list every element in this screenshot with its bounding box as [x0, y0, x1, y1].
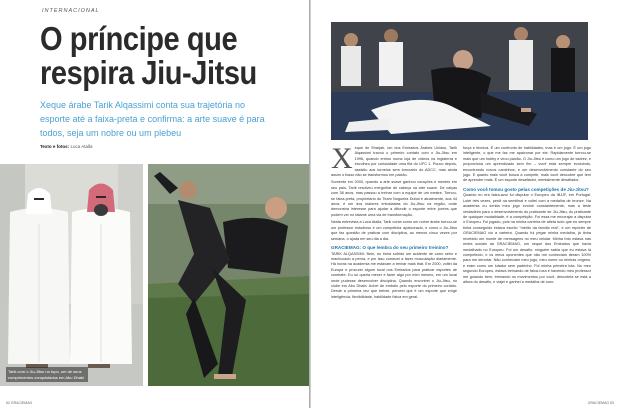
section-tag: INTERNACIONAL: [42, 8, 100, 14]
sheikh-illustration: [0, 164, 143, 386]
right-page: [311, 0, 620, 408]
left-page: [0, 0, 309, 408]
sparring-illustration: [331, 22, 588, 140]
photo-caption: Tarik com o Jiu-Jitsu no topo, um de seus cumprimentos conquistados em Abu Dhabi: [6, 367, 88, 382]
photo-throw-outdoor: [148, 164, 309, 386]
dropcap: X: [331, 142, 353, 175]
subhead: Xeque árabe Tarik Alqassimi conta sua trajetória no esporte até a faixa-preta e confirma: a arte suave é para todos, seja um nobre ou um plebeu: [40, 100, 265, 138]
article-column-2: [463, 146, 591, 287]
question-heading-2: Como você tomou gosto pelas competições de Jiu-Jitsu?: [463, 186, 589, 192]
folio-left: 52 GRACIEMAG: [6, 401, 33, 405]
question-heading-1: GRACIEMAG: O que lembra do seu primeiro treinino?: [331, 244, 449, 250]
byline-label: Texto e fotos:: [40, 144, 70, 149]
article-paragraph-3: Nesta entrevista a Luca Atalla, Tarik conta como um nobre árabe tornou-se um professor estudioso e um competidor apaixonado, e como o Jiu-Jitsu que faz questão de praticar com disciplina, ao menos cinco vezes por semana, o ajuda em seu dia a dia.: [331, 220, 457, 241]
byline-author: Luca Atalla: [70, 144, 93, 149]
headline: [40, 22, 269, 90]
photo-sparring: [331, 22, 588, 140]
throw-illustration: [148, 164, 309, 386]
article-column-1: [331, 142, 457, 302]
photo-sheikh-portrait: [0, 164, 143, 386]
headline-line-2: respira Jiu-Jitsu: [40, 54, 257, 91]
byline: [40, 144, 92, 149]
article-paragraph-4: força e técnica. É um confronto de habilidades, mas é um jogo. É um jogo inteligente, o que me faz me apaixonar por ele. Rapidamente tornou-se mais que um hobby e virou paixão. O Jiu-Jitsu é como um jogo de xadrez, e proporciona um aprendizado sem fim – você está sempre evoluindo, encontrando novos caminhos, e um desenvolvimento constante do seu jogo. E quanto mais você busca a competir, mais você descobre que tem de aprender mais. É um esporte desafiador, mentalmente desafiador.: [463, 146, 591, 183]
folio-right: GRACIEMAG 53: [587, 401, 614, 405]
article-lead: eque de Sharjah, um dos Emirados Árabes Unidos, Tarik Alqassimi travou o primeiro contato com o Jiu-Jitsu em 1996, quando entrou numa loja de vídeos na Inglaterra e escolheu por curiosidade uma fita do UFC 1. Pouco depois, assistiu aos torneios sem tornozelo do ADCC, mas ainda assim o fosso não se transformou em paixão.: [331, 146, 457, 178]
headline-line-1: O príncipe que: [40, 20, 238, 57]
answer-1: TARIK ALQASSIMI: Bem, eu tinha sofrido um acidente de carro sério e machucado a perna, e por isso comecei a fazer musculação diariamente. Há horas na academia me estavam a treinar mais that. Em 2000, voltei da Europa e procurei algum local nos Emirados para praticar esportes de combate. Eu só queria mexer e fazer algo por mim mesmo, em um local onde pudesse desenvolver disciplina. Quando encontrei o Jiu-Jitsu, no clube em Abu Dhabi. Achei de embalo pelo esporte do primeiro contato. Desde a primeira vez que treinei, percebi que é um esporte que exige inteligência, flexibilidade, habilidade física em geral.: [331, 251, 457, 299]
answer-2: Quando eu era faixa-azul fui disputar o Europeu da IBJJF, em Portugal. Lutei três vezes, perdi na semifinal e voltei com a medalha de bronze. Na academia eu sentia meu jogo evoluir constantemente, mas a teste verdadeiro para o desenvolvimento do praticante de Jiu-Jitsu, do praticante de qualquer modalidade, é a competição. Foi essa me encorajar a disputar o Europeu. Foi jogado, pois na minha carreira de atleta tudo que eu sempre tinha conseguido estava escrito "mérito da família real", e um repórter de GRACIEMAG viu a carteira. Quando fui pegar minha medalha, já tinha recebido um monte de mensagens no meu celular. Minha foto estava nas redes sociais da GRACIEMAG, um xeque dos Emirados que havia medalhado no Europeu. Foi um desafio, ninguém sabia que eu estava lá competindo, e os meus oponentes que não me conheciam deram 100% para me derrotar. Não conheciam meu jogo, meu nome ou minhas origens, e eram como um lutador sem padrinho. Foi minha primeira luta. No meu segundo Europeu, estava treinando de faixa-roxa e havendo meu professor me guiando bem, treinando os movimentos por você, descobria se está a altura do desafio, e viajei e ganhei a medalha de ouro.: [463, 193, 591, 284]
article-paragraph-2: Somente em 2000, quando a arte suave ganhou corações e mentes em seu país, Tarik resolveu mergulhar de cabeça na arte suave. De calças com 38 anos, mas passou a treinar com a equipe de um mestre. Tornou-se faixa-preta, proprietário do Team Nogueira Dubai e atualmente, aos 44 anos, é um dos maiores entusiastas do Jiu-Jitsu na região, onde demonstra interesse para ajudar a difundir o esporte entre jovens que podem ver no tatame uma via de transformação.: [331, 180, 457, 217]
article-paragraph-1: [331, 142, 457, 178]
